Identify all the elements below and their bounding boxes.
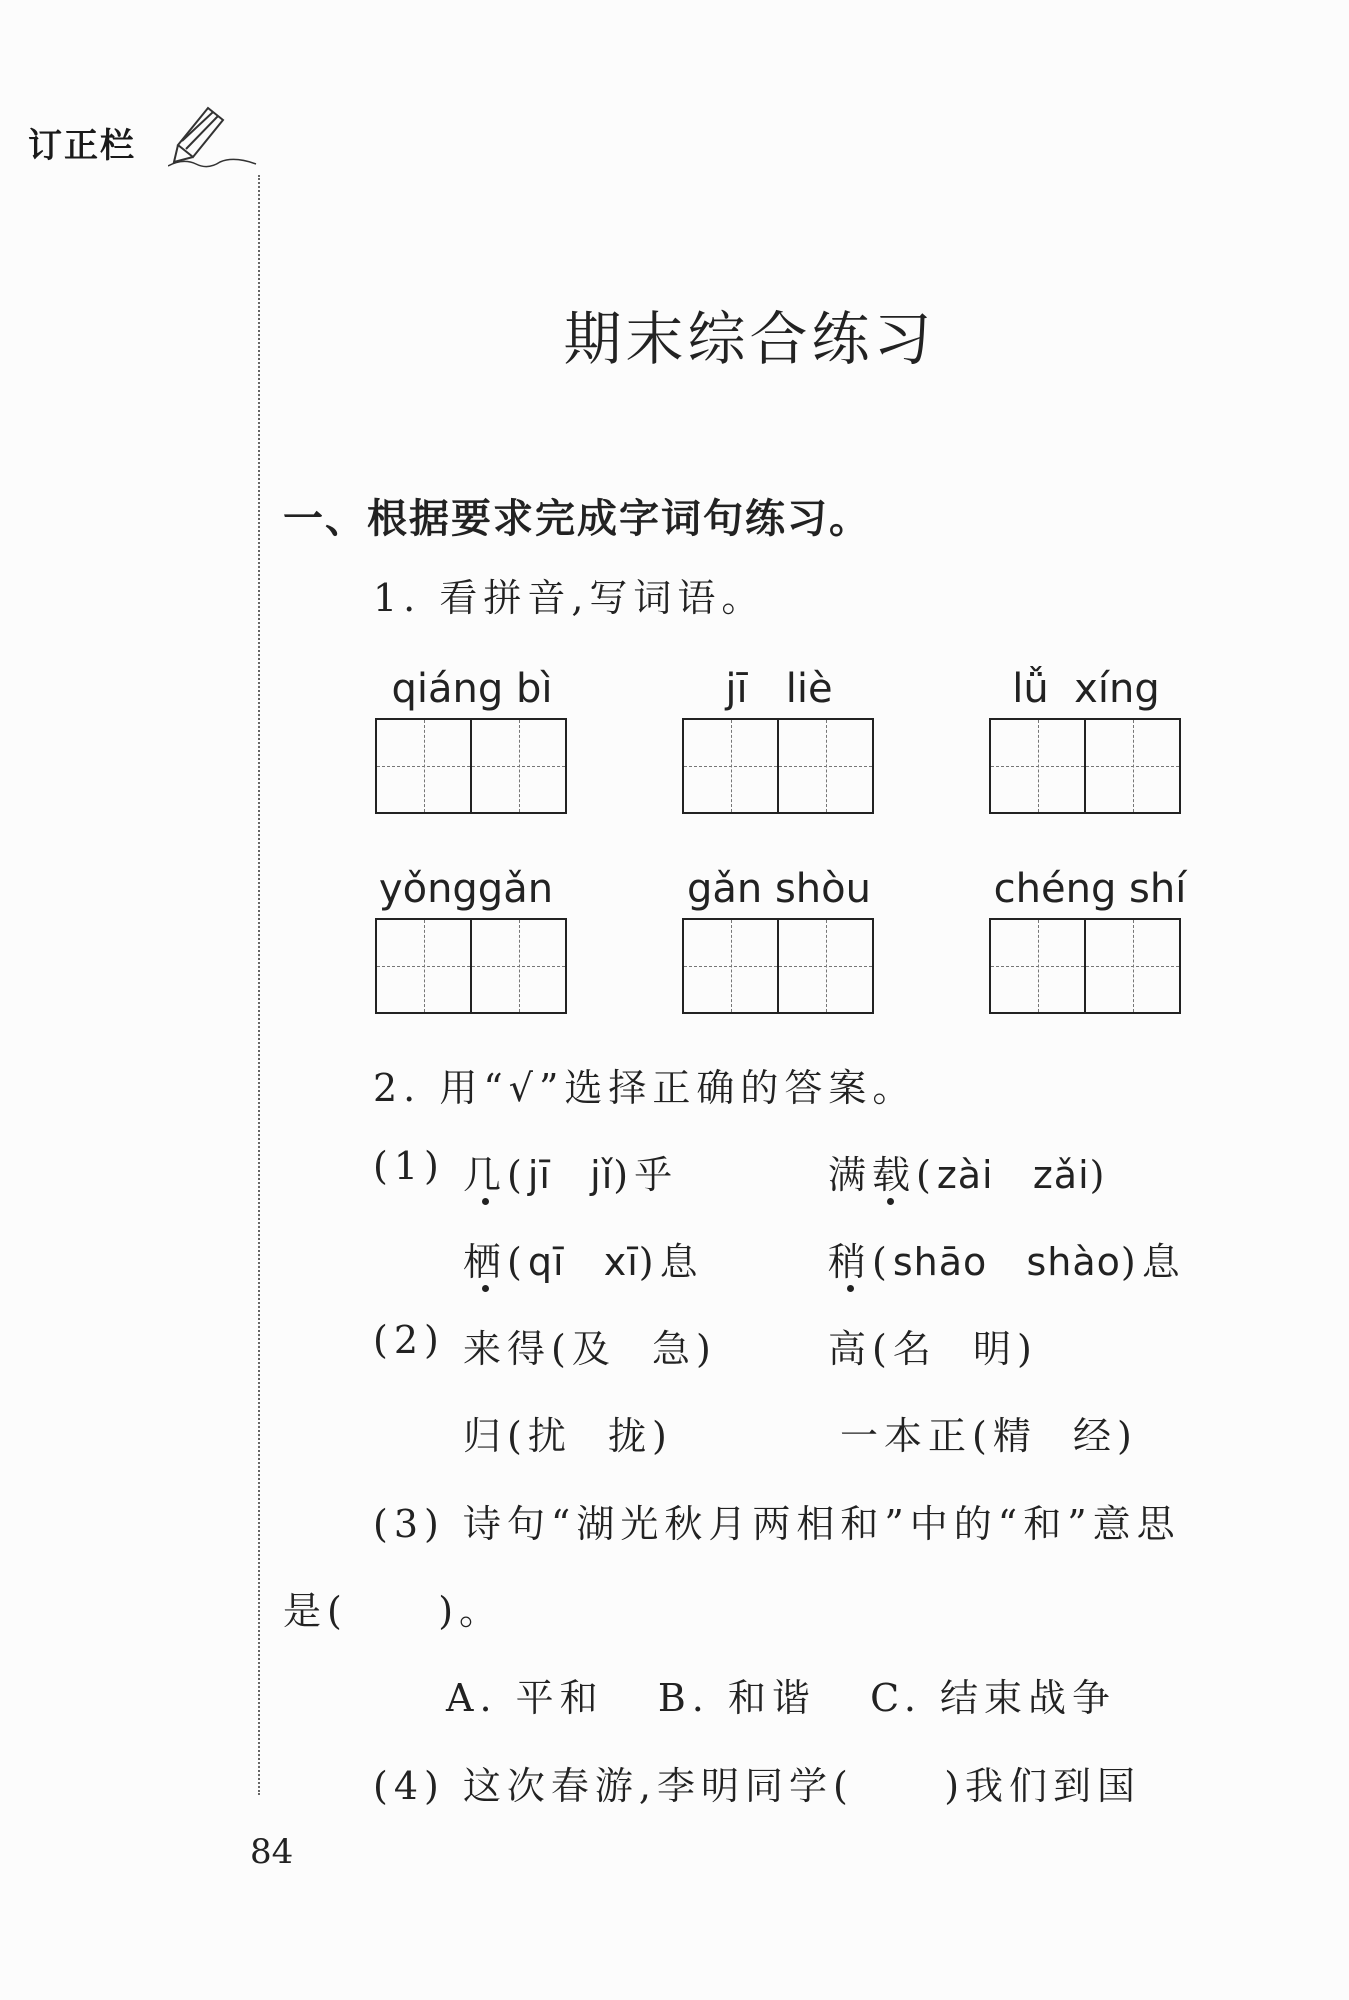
emphasis-dot [847,1285,854,1292]
word-suffix: ) [1089,1153,1111,1197]
question-1-prompt: 1. 看拼音,写词语。 [373,576,766,620]
question-3-options[interactable]: A. 平和 B. 和谐 C. 结束战争 [446,1676,1117,1720]
emphasis-dot [482,1285,489,1292]
word-suffix: )息 [638,1240,704,1284]
word-prefix: 几( [463,1153,528,1197]
subquestion-number: (2) [373,1318,445,1362]
pinyin-label: gǎn shòu [687,866,871,912]
pinyin-label: qiáng bì [391,666,553,712]
question-2-prompt: 2. 用“√”选择正确的答案。 [373,1066,917,1110]
page-number: 84 [250,1832,294,1872]
choice-item [463,1231,704,1286]
pinyin-label: chéng shí [993,866,1187,912]
choice-item [828,1144,1110,1199]
emphasis-dot [887,1198,894,1205]
writing-grid[interactable] [682,918,874,1014]
choice-item[interactable]: 高(名 明) [828,1327,1038,1371]
writing-grid[interactable] [375,718,567,814]
choice-item[interactable]: 来得(及 急) [463,1327,717,1371]
writing-grid[interactable] [375,918,567,1014]
pinyin-label: yǒnggǎn [378,866,554,912]
pinyin-label: jī liè [725,666,833,712]
choice-item[interactable]: 一本正(精 经) [840,1414,1138,1458]
question-4-text: (4) 这次春游,李明同学( )我们到国 [373,1764,1142,1808]
pinyin-options[interactable]: qī xī [527,1240,639,1284]
subquestion-number: (1) [373,1144,445,1188]
correction-column-label: 订正栏 [28,126,136,166]
margin-divider [258,175,260,1795]
word-suffix: )乎 [613,1153,679,1197]
pinyin-options[interactable]: shāo shào [892,1240,1121,1284]
choice-item[interactable]: 归(扰 拢) [463,1414,673,1458]
pencil-icon [168,100,258,170]
question-3-text: (3) 诗句“湖光秋月两相和”中的“和”意思 [373,1502,1181,1546]
writing-grid[interactable] [989,718,1181,814]
word-prefix: 栖( [463,1240,528,1284]
choice-item [463,1144,678,1199]
writing-grid[interactable] [989,918,1181,1014]
page-title: 期末综合练习 [563,305,936,373]
question-3-answer-blank[interactable]: 是( )。 [283,1589,504,1633]
word-prefix: 稍( [828,1240,893,1284]
word-suffix: )息 [1120,1240,1186,1284]
pinyin-label: lǚ xíng [1012,666,1160,712]
pinyin-options[interactable]: zài zǎi [936,1153,1090,1197]
word-prefix: 满载( [828,1153,937,1197]
pinyin-options[interactable]: jī jǐ [527,1153,614,1197]
choice-item [828,1231,1186,1286]
emphasis-dot [482,1198,489,1205]
section-heading: 一、根据要求完成字词句练习。 [283,496,871,542]
writing-grid[interactable] [682,718,874,814]
